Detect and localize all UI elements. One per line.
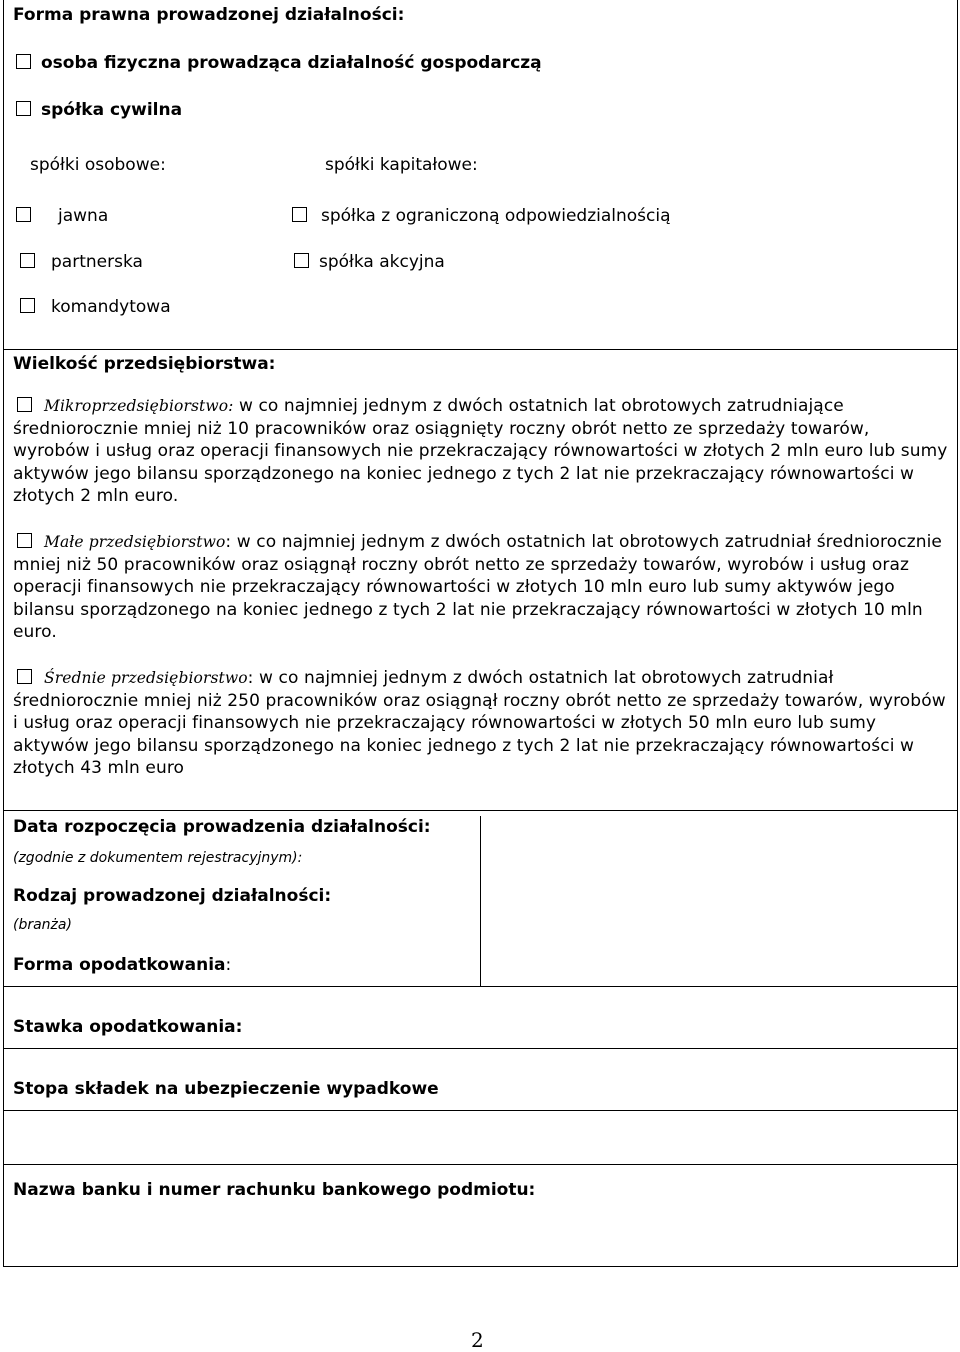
option-sa-label: spółka akcyjna [319, 252, 445, 272]
activity-note: (branża) [13, 917, 72, 933]
accident-insurance-label: Stopa składek na ubezpieczenie wypadkowe [13, 1079, 439, 1099]
option-micro[interactable] [13, 395, 948, 508]
bank-account-label: Nazwa banku i numer rachunku bankowego podmiotu: [13, 1180, 536, 1200]
option-individual[interactable] [16, 53, 542, 73]
activity-label: Rodzaj prowadzonej działalności: [13, 886, 332, 906]
row-divider [3, 1048, 958, 1049]
option-medium[interactable] [13, 667, 948, 780]
tax-rate-label: Stawka opodatkowania: [13, 1017, 243, 1037]
checkbox-icon[interactable] [16, 54, 31, 69]
checkbox-icon[interactable] [20, 253, 35, 268]
activity-field[interactable] [482, 896, 956, 941]
column-divider [480, 816, 481, 986]
option-komandytowa-label: komandytowa [51, 297, 171, 317]
option-partnerska[interactable] [20, 252, 143, 272]
checkbox-icon[interactable] [16, 101, 31, 116]
row-divider [3, 1164, 958, 1165]
start-date-field[interactable] [482, 818, 956, 896]
micro-label: Mikroprzedsiębiorstwo: [44, 397, 234, 415]
capital-companies-header: spółki kapitałowe: [325, 155, 478, 175]
checkbox-icon[interactable] [294, 253, 309, 268]
option-small[interactable] [13, 531, 948, 644]
tax-form-field[interactable] [482, 942, 956, 985]
micro-description: w co najmniej jednym z dwóch ostatnich lat obrotowych zatrudniające średniorocznie mniej niż 10 pracowników oraz osiągnięty roczny obrót netto ze sprzedaży towarów, wyrobów i usług oraz operacji finansowych nie przekraczający równowartości w złotych 2 mln euro lub sumy aktywów jego bilansu sporządzonego na koniec jednego z tych 2 lat nie przekraczający równowartości w złotych 2 mln euro. [13, 396, 948, 507]
option-sp-zoo[interactable] [292, 206, 671, 226]
option-komandytowa[interactable] [20, 297, 171, 317]
legal-form-title: Forma prawna prowadzonej działalności: [13, 5, 405, 25]
option-partnerska-label: partnerska [51, 252, 143, 272]
option-jawna[interactable] [16, 206, 108, 226]
medium-label: Średnie przedsiębiorstwo [44, 669, 248, 687]
checkbox-icon[interactable] [17, 669, 32, 684]
option-sp-zoo-label: spółka z ograniczoną odpowiedzialnością [321, 206, 671, 226]
row-divider [3, 986, 958, 987]
partnerships-header: spółki osobowe: [30, 155, 166, 175]
page-number: 2 [471, 1328, 484, 1352]
option-civil-label: spółka cywilna [41, 100, 183, 120]
start-date-label: Data rozpoczęcia prowadzenia działalności: [13, 817, 431, 837]
medium-description: : w co najmniej jednym z dwóch ostatnich lat obrotowych zatrudniał średniorocznie mniej niż 250 pracowników oraz osiągnął roczny obrót netto ze sprzedaży towarów, wyrobów i usług oraz operacji finansowych nie przekraczający równowartości w złotych 50 mln euro lub sumy aktywów jego bilansu sporządzonego na koniec jednego z tych 2 lat nie przekraczający równowartości w złotych 43 mln euro [13, 668, 946, 779]
checkbox-icon[interactable] [292, 207, 307, 222]
small-description: : w co najmniej jednym z dwóch ostatnich lat obrotowych zatrudniał średniorocznie mniej niż 50 pracowników oraz osiągnął roczny obrót netto ze sprzedaży towarów, wyrobów i usług oraz operacji finansowych nie przekraczający równowartości w złotych 10 mln euro lub sumy aktywów jego bilansu sporządzonego na koniec jednego z tych 2 lat nie przekraczający równowartości w złotych 10 mln euro. [13, 532, 942, 643]
company-size-title: Wielkość przedsiębiorstwa: [13, 354, 276, 374]
small-label: Małe przedsiębiorstwo [44, 533, 226, 551]
option-civil-partnership[interactable] [16, 100, 182, 120]
option-jawna-label: jawna [58, 206, 109, 226]
checkbox-icon[interactable] [20, 298, 35, 313]
option-sa[interactable] [294, 252, 445, 272]
checkbox-icon[interactable] [16, 207, 31, 222]
checkbox-icon[interactable] [17, 533, 32, 548]
checkbox-icon[interactable] [17, 397, 32, 412]
tax-form-label: Forma opodatkowania [13, 955, 226, 975]
option-individual-label: osoba fizyczna prowadząca działalność gospodarczą [41, 53, 542, 73]
row-divider [3, 1110, 958, 1111]
start-date-note: (zgodnie z dokumentem rejestracyjnym): [13, 850, 303, 866]
tax-form-row: Forma opodatkowania: [13, 955, 232, 975]
